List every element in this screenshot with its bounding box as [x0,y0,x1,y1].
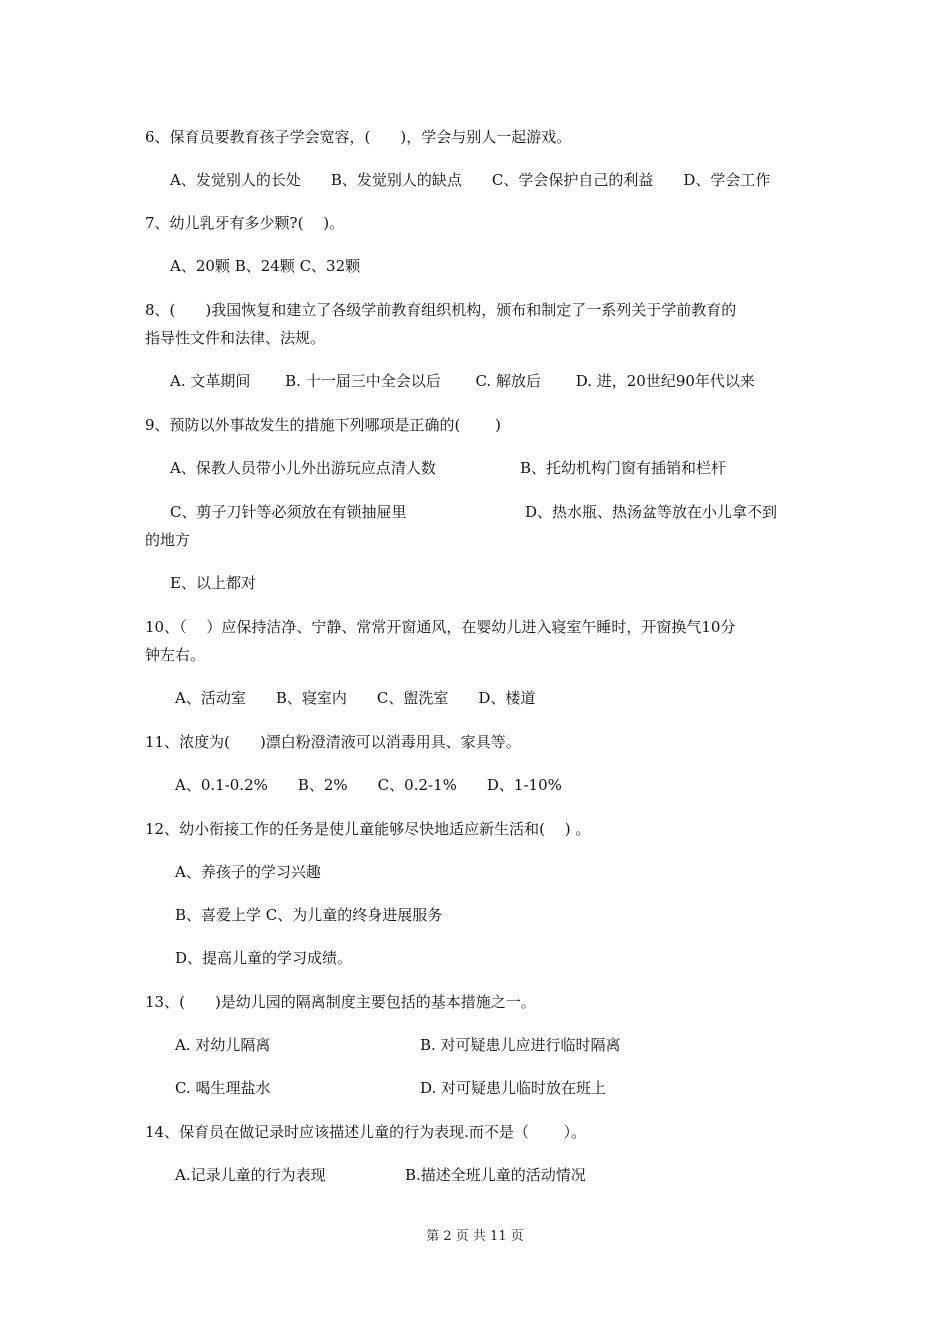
question-10-stem-line1: 10、（ ）应保持洁净、宁静、常常开窗通风，在婴幼儿进入寝室午睡时，开窗换气10分 [145,618,736,636]
question-9-option-a: A、保教人员带小儿外出游玩应点清人数 [170,459,436,477]
page-number: 第 2 页 共 11 页 [426,1229,524,1244]
question-9-option-d-line1: D、热水瓶、热汤盆等放在小儿拿不到 [525,503,778,521]
question-14-option-a: A.记录儿童的行为表现 [175,1166,326,1184]
question-13-option-d: D. 对可疑患儿临时放在班上 [420,1079,607,1097]
question-10-stem-line2: 钟左右。 [145,646,206,664]
question-13-stem: 13、( )是幼儿园的隔离制度主要包括的基本措施之一。 [145,993,536,1011]
question-13-option-b: B. 对可疑患儿应进行临时隔离 [420,1036,621,1054]
question-14-stem: 14、保育员在做记录时应该描述儿童的行为表现.而不是（ ）。 [145,1123,587,1141]
question-9-option-b: B、托幼机构门窗有插销和栏杆 [520,459,727,477]
question-8-options: A. 文革期间 B. 十一届三中全会以后 C. 解放后 D. 进，20世纪90年代以来 [170,372,755,390]
question-12-stem: 12、幼小衔接工作的任务是使儿童能够尽快地适应新生活和( ) 。 [145,820,591,838]
question-9-stem: 9、预防以外事故发生的措施下列哪项是正确的( ) [145,416,502,434]
question-9-option-d-line2: 的地方 [145,531,191,549]
question-11-stem: 11、浓度为( )漂白粉澄清液可以消毒用具、家具等。 [145,733,521,751]
question-6-stem: 6、保育员要教育孩子学会宽容，( )，学会与别人一起游戏。 [145,128,572,146]
question-12-option-d: D、提高儿童的学习成绩。 [175,949,353,967]
question-11-options: A、0.1-0.2% B、2% C、0.2-1% D、1-10% [175,776,562,794]
question-9-option-c: C、剪子刀针等必须放在有锁抽屉里 [170,503,407,521]
question-8-stem-line2: 指导性文件和法律、法规。 [145,329,326,347]
question-12-option-bc: B、喜爱上学 C、为儿童的终身进展服务 [175,906,443,924]
question-13-option-c: C. 喝生理盐水 [175,1079,271,1097]
question-7-options: A、20颗 B、24颗 C、32颗 [170,257,361,275]
question-13-option-a: A. 对幼儿隔离 [175,1036,271,1054]
question-6-options: A、发觉别人的长处 B、发觉别人的缺点 C、学会保护自己的利益 D、学会工作 [170,171,771,189]
question-7-stem: 7、幼儿乳牙有多少颗?( )。 [145,214,345,232]
question-12-option-a: A、养孩子的学习兴趣 [175,863,321,881]
question-8-stem-line1: 8、( )我国恢复和建立了各级学前教育组织机构，颁布和制定了一系列关于学前教育的 [145,301,737,319]
question-10-options: A、活动室 B、寝室内 C、盥洗室 D、楼道 [175,689,536,707]
question-9-option-e: E、以上都对 [170,574,256,592]
question-14-option-b: B.描述全班儿童的活动情况 [405,1166,586,1184]
